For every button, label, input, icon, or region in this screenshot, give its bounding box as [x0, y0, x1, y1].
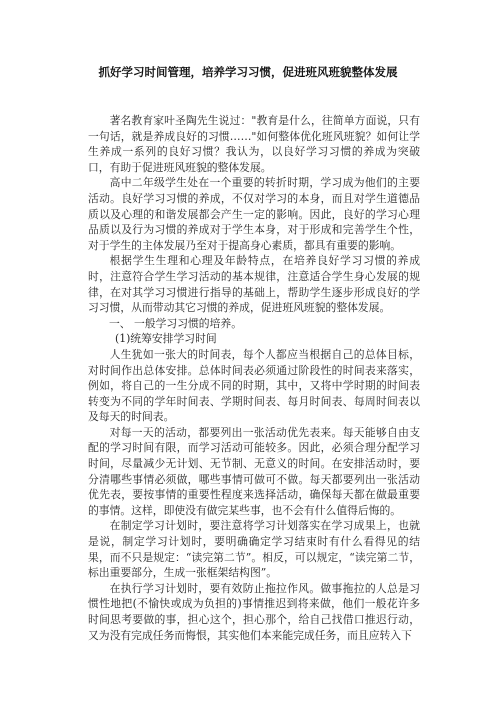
subsection-heading: (1)统筹安排学习时间	[115, 332, 217, 346]
section-heading: 一、 一般学习习惯的培养。	[109, 316, 242, 330]
paragraph: 人生犹如一张大的时间表，每个人都应当根据自己的总体目标，对时间作出总体安排。总体时间表必须通过阶段性的时间表来落实，例如，将自己的一生分成不同的时期，其中，又将中学时期的时间表转变为不同的学年时间表、学期时间表、每月时间表、每周时间表以及每天的时间表。	[88, 347, 420, 424]
document-body	[88, 113, 420, 643]
paragraph: 根据学生生理和心理及年龄特点，在培养良好学习习惯的养成时，注意符合学生学习活动的基本规律，注意适合学生身心发展的规律，在对其学习习惯进行指导的基础上，帮助学生逐步形成良好的学习习惯，从而带动其它习惯的养成，促进班风班貌的整体发展。	[88, 254, 420, 315]
paragraph: 对每一天的活动，都要列出一张活动优先表来。每天能够自由支配的学习时间有限，而学习活动可能较多。因此，必须合理分配学习时间，尽量减少无计划、无节制、无意义的时间。在安排活动时，要分清哪些事情必须做，哪些事情可做可不做。每天都要列出一张活动优先表，要按事情的重要性程度来选择活动，确保每天都在做最重要的事情。这样，即使没有做完某些事，也不会有什么值得后悔的。	[88, 425, 420, 517]
paragraph: 在执行学习计划时，要有效防止拖拉作风。做事拖拉的人总是习惯性地把(不愉快或成为负担的)事情推迟到将来做，他们一般花许多时间思考要做的事，担心这个，担心那个，给自己找借口推迟行动，又为没有完成任务而悔恨，其实他们本来能完成任务，而且应转入下	[88, 581, 420, 642]
paragraph: 著名教育家叶圣陶先生说过："教育是什么，往简单方面说，只有一句话，就是养成良好的习惯……"如何整体优化班风班貌？如何让学生养成一系列的良好习惯？我认为，以良好学习习惯的养成为突破口，有助于促进班风班貌的整体发展。	[88, 114, 420, 174]
document-title: 抓好学习时间管理，培养学习习惯，促进班风班貌整体发展	[98, 65, 398, 79]
paragraph: 高中二年级学生处在一个重要的转折时期，学习成为他们的主要活动。良好学习习惯的养成，不仅对学习的本身，而且对学生道德品质以及心理的和谐发展都会产生一定的影响。因此，良好的学习心理品质以及行为习惯的养成对于学生本身，对于形成和完善学生个性，对于学生的主体发展乃至对于提高身心素质，都具有重要的影响。	[88, 176, 420, 252]
paragraph: 在制定学习计划时，要注意将学习计划落实在学习成果上，也就是说，制定学习计划时，要明确确定学习结束时有什么看得见的结果，而不只是规定：“读完第二节”。相反，可以规定，“读完第二节，标出重要部分，生成一张框架结构图”。	[88, 519, 420, 580]
